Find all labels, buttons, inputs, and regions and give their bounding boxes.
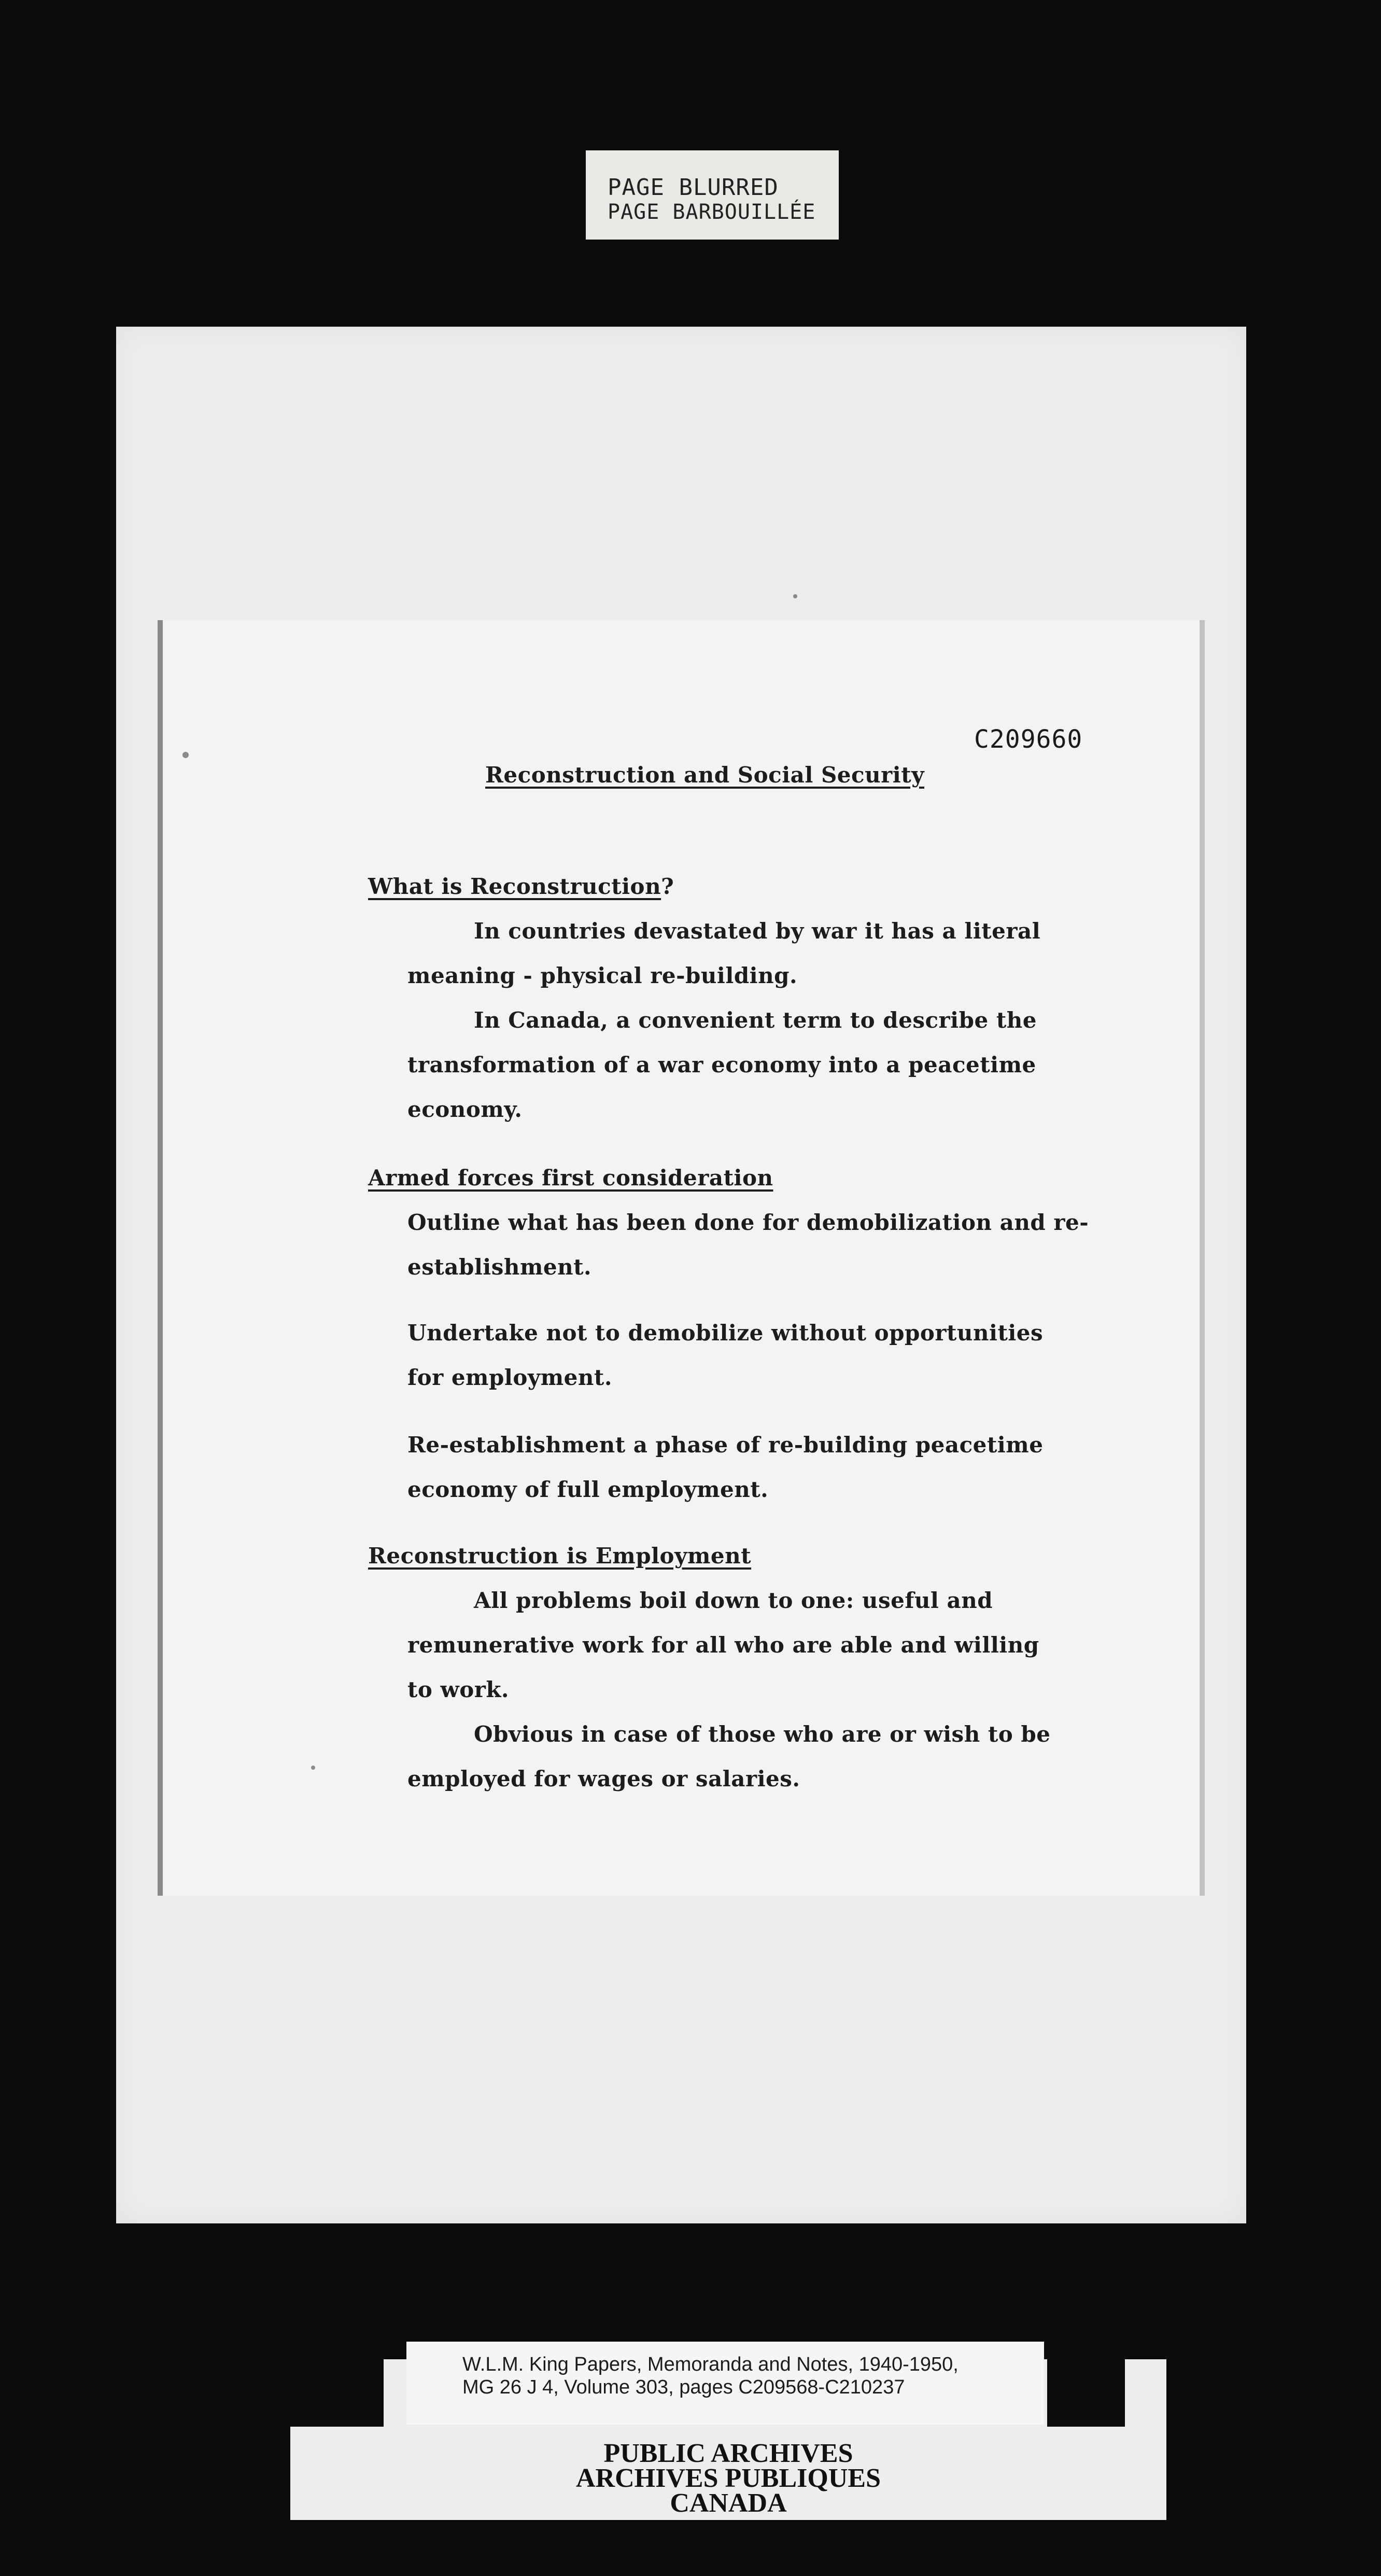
blur-label-french: PAGE BARBOUILLÉE xyxy=(608,200,816,224)
page-blurred-label xyxy=(586,150,839,240)
archives-stamp xyxy=(290,2441,1166,2516)
paper-speck xyxy=(311,1766,315,1770)
body-line: economy. xyxy=(407,1097,523,1122)
collection-credit xyxy=(406,2342,1044,2425)
section-heading-reconstruction xyxy=(368,874,674,899)
body-line: Outline what has been done for demobilization and re- xyxy=(407,1210,1089,1235)
archives-line-1: PUBLIC ARCHIVES xyxy=(603,2439,853,2468)
section-heading-suffix: ? xyxy=(661,874,674,899)
credit-line-1: W.L.M. King Papers, Memoranda and Notes, 1940-1950, xyxy=(462,2354,959,2375)
body-line: Re-establishment a phase of re-building peacetime xyxy=(407,1432,1044,1458)
document-number: C209660 xyxy=(974,725,1083,754)
body-line: establishment. xyxy=(407,1254,592,1280)
body-line: In Canada, a convenient term to describe the xyxy=(474,1007,1037,1033)
section-heading-text: What is Reconstruction xyxy=(368,874,661,899)
credit-line-2: MG 26 J 4, Volume 303, pages C209568-C210237 xyxy=(462,2376,905,2398)
section-heading-employment: Reconstruction is Employment xyxy=(368,1543,752,1569)
body-line: Obvious in case of those who are or wish to be xyxy=(474,1721,1051,1747)
body-line: employed for wages or salaries. xyxy=(407,1766,800,1791)
body-line: to work. xyxy=(407,1677,510,1702)
body-line: for employment. xyxy=(407,1365,612,1390)
body-line: In countries devastated by war it has a literal xyxy=(474,918,1041,944)
paper-speck xyxy=(182,752,189,758)
body-line: All problems boil down to one: useful and xyxy=(474,1588,993,1613)
credit-band-notch xyxy=(1047,2359,1125,2427)
archives-line-3: CANADA xyxy=(670,2488,787,2518)
archives-line-2: ARCHIVES PUBLIQUES xyxy=(575,2463,881,2493)
typed-document xyxy=(158,620,1205,1896)
body-line: Undertake not to demobilize without opportunities xyxy=(407,1320,1044,1346)
body-line: remunerative work for all who are able and willing xyxy=(407,1632,1039,1658)
body-line: meaning - physical re-building. xyxy=(407,963,798,988)
blur-label-english: PAGE BLURRED xyxy=(608,174,779,201)
body-line: economy of full employment. xyxy=(407,1477,769,1502)
paper-speck xyxy=(793,594,797,598)
body-line: transformation of a war economy into a peacetime xyxy=(407,1052,1036,1077)
document-title: Reconstruction and Social Security xyxy=(485,762,925,788)
credit-band-notch xyxy=(290,2359,384,2427)
section-heading-armed-forces: Armed forces first consideration xyxy=(368,1165,773,1191)
